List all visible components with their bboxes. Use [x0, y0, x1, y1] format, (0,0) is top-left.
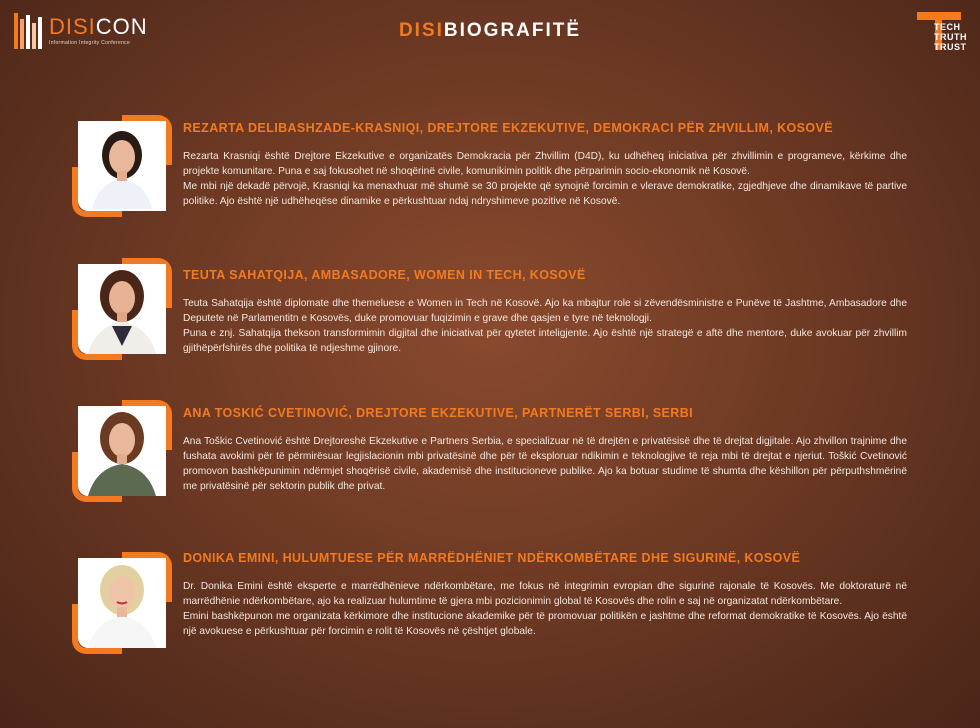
page-title	[0, 20, 980, 42]
bio-paragraph: Rezarta Krasniqi është Drejtore Ekzekutive e organizatës Demokracia për Zhvillim (D4D), ku udhëheq iniciativa për zhvillimin e programeve, kërkime dhe projekte komunitare. Puna e saj fokusohet në shoqërinë civile, komunikimin politik dhe përparimin socio-ekonomik në Kosovë.	[183, 151, 907, 177]
page-title-a: DISI	[398, 20, 444, 41]
bio-text	[183, 149, 907, 209]
bio-paragraph: Teuta Sahatqija është diplomate dhe themeluese e Women in Tech në Kosovë. Ajo ka mbajtur role si zëvendësministre e Punëve të Jashtme, Ambasadore dhe Deputete në Parlamentitn e Kosovës, duke promovuar fuqizimin e grave dhe qasjen e tyre në teknologji.	[183, 298, 907, 324]
logo-line-1: TECH	[934, 22, 961, 32]
bio-name: REZARTA DELIBASHZADE-KRASNIQI, DREJTORE EKZEKUTIVE, DEMOKRACI PËR ZHVILLIM, KOSOVË	[183, 121, 833, 135]
logo-line-2: TRUTH	[934, 32, 967, 42]
logo-line-3: TRUST	[934, 42, 967, 52]
portrait-photo	[72, 552, 172, 654]
bio-name: ANA TOSKIĆ CVETINOVIĆ, DREJTORE EKZEKUTIVE, PARTNERËT SERBI, SERBI	[183, 406, 694, 420]
logo-word-b: CON	[95, 14, 148, 39]
bio-text	[183, 579, 907, 639]
tech-truth-trust-logo	[917, 12, 965, 52]
person-portrait-icon	[78, 406, 166, 496]
person-portrait-icon	[78, 558, 166, 648]
bio-name: TEUTA SAHATQIJA, AMBASADORE, WOMEN IN TECH, KOSOVË	[183, 268, 586, 282]
bio-text	[183, 296, 907, 356]
bio-name: DONIKA EMINI, HULUMTUESE PËR MARRËDHËNIET NDËRKOMBËTARE DHE SIGURINË, KOSOVË	[183, 551, 801, 565]
logo-subtitle: Information Integrity Conference	[49, 40, 131, 46]
bio-paragraph: Dr. Donika Emini është eksperte e marrëdhënieve ndërkombëtare, me fokus në integrimin evropian dhe sigurinë rajonale të Kosovës. Me doktoraturë në marrëdhënie ndërkombëtare, ajo ka realizuar hulumtime të gjera mbi pozicionimin global të Kosovës dhe rolin e saj në organizatat ndërkombëtare.	[183, 581, 907, 607]
bio-paragraph: Me mbi një dekadë përvojë, Krasniqi ka menaxhuar më shumë se 30 projekte që synojnë forcimin e vlerave demokratike, zgjedhjeve dhe dinamikave të partive politike. Ajo është një udhëheqëse dinamike e përkushtuar ndaj ndryshimeve pozitive në Kosovë.	[183, 181, 907, 207]
person-portrait-icon	[78, 264, 166, 354]
bio-paragraph: Puna e znj. Sahatqija thekson transformimin digjital dhe iniciativat për qytetet inteligjente. Ajo është një strategë e aftë dhe mentore, duke avokuar për zhvillim gjithëpërfshirës dhe politika të ndjeshme gjinore.	[183, 328, 907, 354]
bio-paragraph: Ana Toškic Cvetinović është Drejtoreshë Ekzekutive e Partners Serbia, e specializuar në të drejtën e privatësisë dhe të drejtat digjitale. Ajo zhvillon trajnime dhe fushata avokimi për të përmirësuar legjislacionin mbi privatësinë dhe për të eksploruar ndikimin e teknologjive të reja mbi të drejtat e njeriut. Toškić Cvetinović promovon bashkëpunimin ndërmjet shoqërisë civile, akademisë dhe institucioneve publike. Ajo ka botuar studime të shumta dhe këshillon për përputhshmërinë me privatësinë për sektorin publik dhe privat.	[183, 436, 907, 492]
portrait-photo	[72, 400, 172, 502]
person-portrait-icon	[78, 121, 166, 211]
page-title-b: BIOGRAFITË	[443, 20, 582, 41]
bio-paragraph: Emini bashkëpunon me organizata kërkimore dhe institucione akademike për të promovuar politikën e jashtme dhe reformat demokratike të Kosovës. Ajo është një avokuese e përkushtuar për forcimin e rolit të Kosovës në çështjet globale.	[183, 611, 907, 637]
portrait-photo	[72, 258, 172, 360]
bio-text	[183, 434, 907, 494]
portrait-photo	[72, 115, 172, 217]
logo-word-a: DISI	[49, 14, 96, 39]
